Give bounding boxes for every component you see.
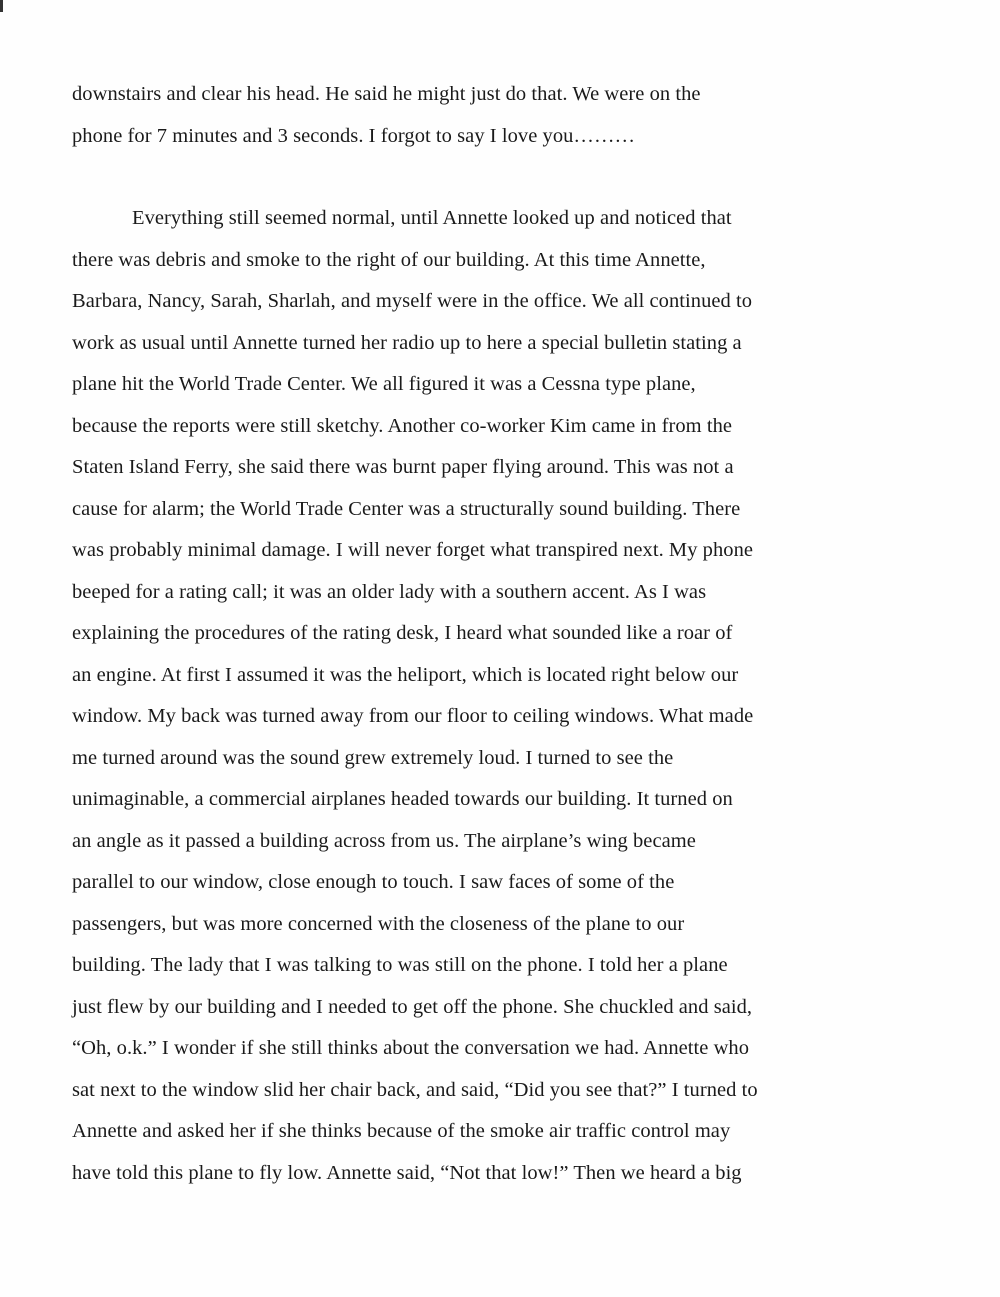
text-line: just flew by our building and I needed to get off the phone. She chuckled and said, (72, 996, 753, 1018)
text-line: Annette and asked her if she thinks because of the smoke air traffic control may (72, 1120, 731, 1142)
text-line: me turned around was the sound grew extremely loud. I turned to see the (72, 747, 674, 769)
text-line: plane hit the World Trade Center. We all figured it was a Cessna type plane, (72, 373, 696, 395)
text-line: an angle as it passed a building across from us. The airplane’s wing became (72, 830, 696, 852)
text-line: unimaginable, a commercial airplanes headed towards our building. It turned on (72, 788, 733, 810)
text-line: Barbara, Nancy, Sarah, Sharlah, and myself were in the office. We all continued to (72, 290, 753, 312)
text-line: cause for alarm; the World Trade Center was a structurally sound building. There (72, 498, 741, 520)
text-line: there was debris and smoke to the right of our building. At this time Annette, (72, 249, 706, 271)
text-line: because the reports were still sketchy. Another co-worker Kim came in from the (72, 415, 733, 437)
text-line: Staten Island Ferry, she said there was burnt paper flying around. This was not a (72, 456, 734, 478)
text-line: have told this plane to fly low. Annette said, “Not that low!” Then we heard a big (72, 1162, 742, 1184)
text-line: beeped for a rating call; it was an older lady with a southern accent. As I was (72, 581, 707, 603)
text-line: was probably minimal damage. I will never forget what transpired next. My phone (72, 539, 754, 561)
text-line: “Oh, o.k.” I wonder if she still thinks about the conversation we had. Annette who (72, 1037, 750, 1059)
text-line: sat next to the window slid her chair back, and said, “Did you see that?” I turned to (72, 1079, 758, 1101)
text-line: building. The lady that I was talking to was still on the phone. I told her a plane (72, 954, 728, 976)
text-line: window. My back was turned away from our floor to ceiling windows. What made (72, 705, 754, 727)
text-line: work as usual until Annette turned her radio up to here a special bulletin stating a (72, 332, 742, 354)
text-line: passengers, but was more concerned with the closeness of the plane to our (72, 913, 685, 935)
text-line: parallel to our window, close enough to touch. I saw faces of some of the (72, 871, 675, 893)
text-line: an engine. At first I assumed it was the heliport, which is located right below our (72, 664, 739, 686)
text-line: explaining the procedures of the rating desk, I heard what sounded like a roar of (72, 622, 733, 644)
scan-corner-mark (0, 0, 3, 12)
paragraph-first-line: Everything still seemed normal, until Annette looked up and noticed that (132, 207, 732, 229)
text-line: phone for 7 minutes and 3 seconds. I forgot to say I love you……… (72, 125, 636, 147)
text-line: downstairs and clear his head. He said he might just do that. We were on the (72, 83, 701, 105)
